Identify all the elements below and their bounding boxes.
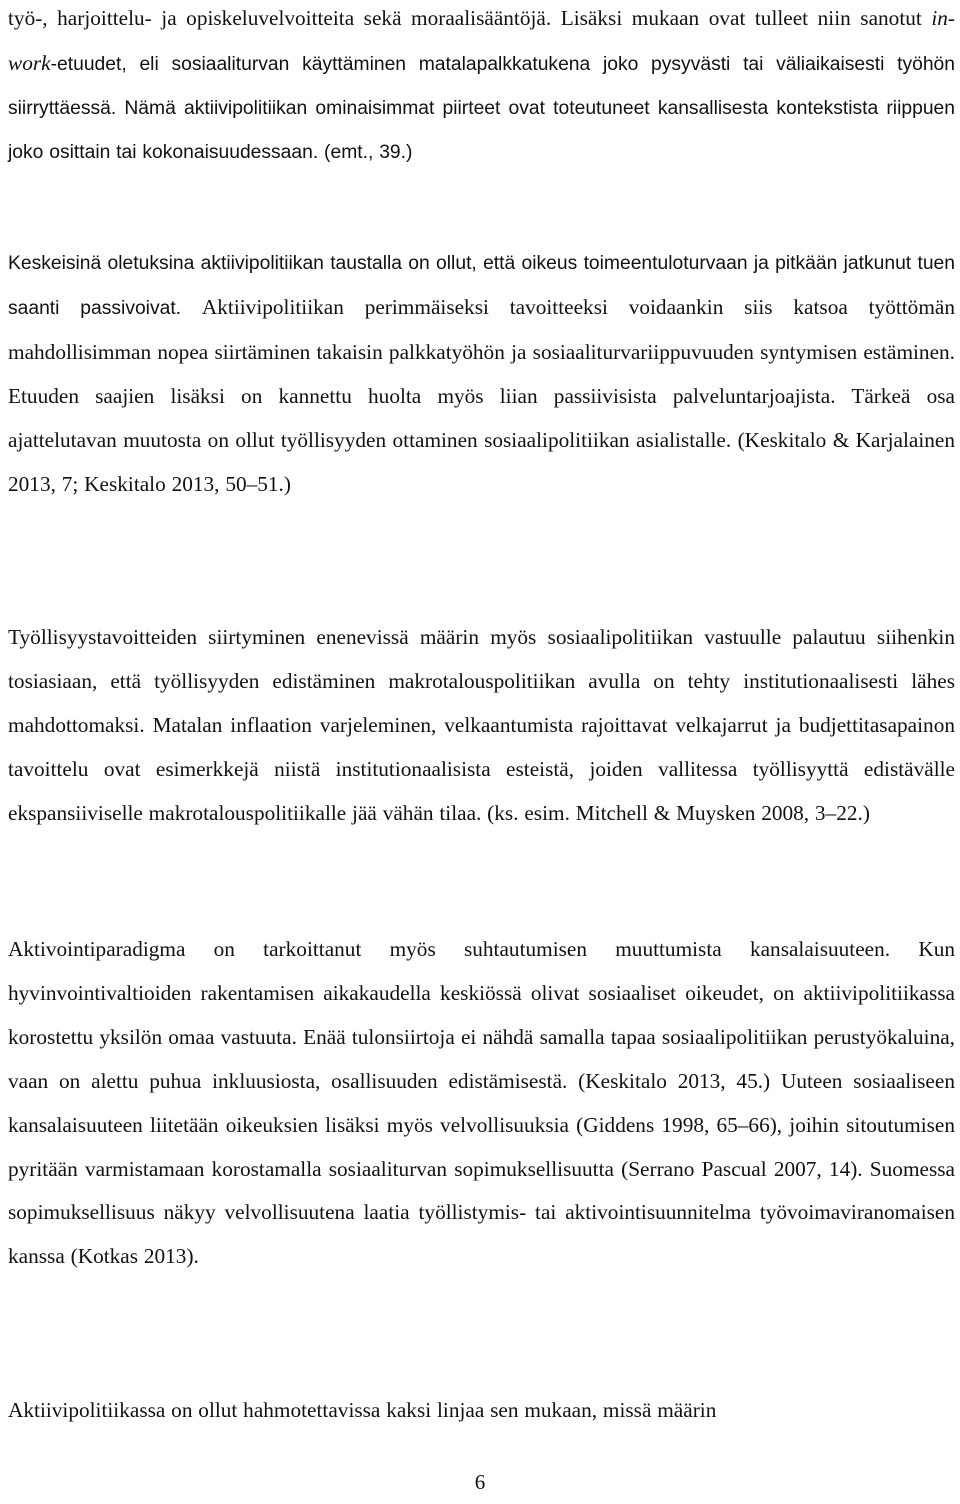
paragraph-4: Aktivointiparadigma on tarkoittanut myös suhtautumisen muuttumista kansalaisuuteen. Kun hyvinvointivaltioiden rakentamisen aikakaudella keskiössä olivat sosiaaliset oikeudet, on aktiivipolitiikassa korostettu yksilön omaa vastuuta. Enää tulonsiirtoja ei nähdä samalla tapaa sosiaalipolitiikan perustyökaluina, vaan on alettu puhua inkluusiosta, osallisuuden edistämisestä. (Keskitalo 2013, 45.) Uuteen sosiaaliseen kansalaisuuteen liitetään oikeuksien lisäksi myös velvollisuuksia (Giddens 1998, 65–66), joihin sitoutumisen pyritään varmistamaan korostamalla sosiaaliturvan sopimuksellisuutta (Serrano Pascual 2007, 14). Suomessa sopimuksellisuus näkyy velvollisuutena laatia työllistymis- tai aktivointisuunnitelma työvoimaviranomaisen kanssa (Kotkas 2013). [8,937,955,1269]
page-number: 6 [474,1470,486,1494]
paragraph-1 [8,0,955,175]
paragraph-3: Työllisyystavoitteiden siirtyminen enenevissä määrin myös sosiaalipolitiikan vastuulle palautuu siihenkin tosiasiaan, että työllisyyden edistäminen makrotalouspolitiikan avulla on tehty institutionaalisesti lähes mahdottomaksi. Matalan inflaation varjeleminen, velkaantumista rajoittavat velkajarrut ja budjettitasapainon tavoittelu ovat esimerkkejä niistä institutionaalisista esteistä, joiden vallitessa työllisyyttä edistävälle ekspansiiviselle makrotalouspolitiikalle jää vähän tilaa. (ks. esim. Mitchell & Muysken 2008, 3–22.) [8,625,955,825]
paragraph-5: Aktiivipolitiikassa on ollut hahmotettavissa kaksi linjaa sen mukaan, missä määrin [8,1398,717,1422]
paragraph-1-text-b: -etuudet, eli sosiaaliturvan käyttäminen matalapalkkatukena joko pysyvästi tai väliaikaisesti työhön siirryttäessä. Nämä aktiivipolitiikan ominaisimmat piirteet ovat toteutuneet kansallisesta kontekstista riippuen joko osittain tai kokonaisuudessaan. (emt., 39.) [8,53,955,163]
paragraph-1-text-a: työ-, harjoittelu- ja opiskeluvelvoitteita sekä moraalisääntöjä. Lisäksi mukaan ovat tulleet niin sanotut [8,6,932,30]
paragraph-2-text-a: Keskeisinä oletuksina aktiivipolitiikan taustalla on ollut, että oikeus toimeentuloturvaan ja pitkään jatkunut tuen saanti passivoivat. [8,253,955,319]
paragraph-1-emphasis: in-work [8,6,955,75]
paragraph-2-text-b: Aktiivipolitiikan perimmäiseksi tavoitteeksi voidaankin siis katsoa työttömän mahdollisimman nopea siirtäminen takaisin palkkatyöhön ja sosiaaliturvariippuvuuden syntymisen estäminen. Etuuden saajien lisäksi on kannettu huolta myös liian passiivisista palveluntarjoajista. Tärkeä osa ajattelutavan muutosta on ollut työllisyyden ottaminen sosiaalipolitiikan asialistalle. (Keskitalo & Karjalainen 2013, 7; Keskitalo 2013, 50–51.) [8,294,955,496]
paragraph-2 [8,241,955,506]
